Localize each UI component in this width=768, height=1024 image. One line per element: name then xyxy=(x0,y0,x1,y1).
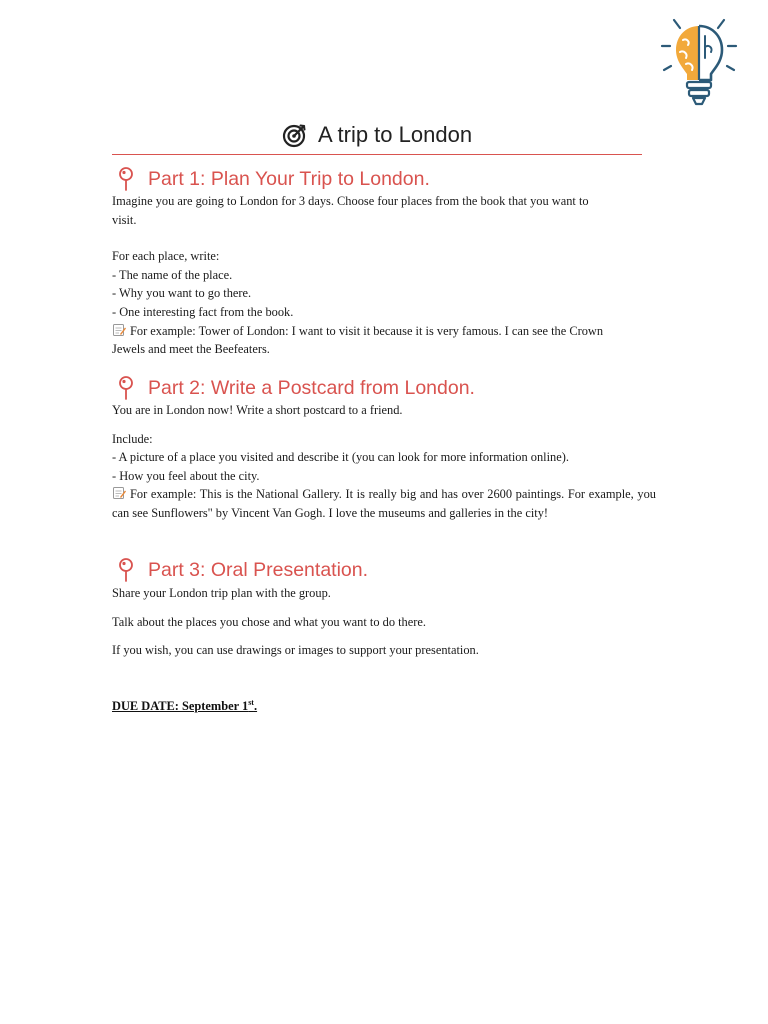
part2-example xyxy=(112,485,656,522)
title-divider xyxy=(112,154,642,155)
part1-example-line2: Jewels and meet the Beefeaters. xyxy=(112,342,270,357)
map-pin-icon xyxy=(116,166,136,192)
part3-heading-text: Part 3: Oral Presentation. xyxy=(148,558,369,581)
part1-heading xyxy=(116,165,430,193)
memo-icon xyxy=(112,486,126,500)
due-date-end: . xyxy=(253,699,258,714)
part1-body xyxy=(112,192,656,359)
part3-line: If you wish, you can use drawings or images to support your presentation. xyxy=(112,643,479,658)
part1-heading-text: Part 1: Plan Your Trip to London. xyxy=(148,167,430,190)
due-date-suffix: st xyxy=(248,698,254,707)
part1-intro-line2: visit. xyxy=(112,212,137,227)
part2-list-item: - A picture of a place you visited and describe it (you can look for more information online). xyxy=(112,450,569,465)
part2-body xyxy=(112,401,656,523)
part1-list-item: - Why you want to go there. xyxy=(112,286,252,301)
part1-list-item: - The name of the place. xyxy=(112,267,233,282)
map-pin-icon xyxy=(116,557,136,583)
title-text: A trip to London xyxy=(317,122,473,147)
part2-heading xyxy=(116,374,475,402)
map-pin-icon xyxy=(116,375,136,401)
part1-example xyxy=(112,322,656,341)
part2-intro: You are in London now! Write a short postcard to a friend. xyxy=(112,403,403,417)
lightbulb-brain-logo xyxy=(656,14,742,110)
part1-list-item: - One interesting fact from the book. xyxy=(112,304,294,319)
part3-heading xyxy=(116,556,368,584)
part1-intro-line1: Imagine you are going to London for 3 days. Choose four places from the book that you want to xyxy=(112,194,589,208)
due-date xyxy=(112,698,257,714)
memo-icon xyxy=(112,323,126,337)
target-icon xyxy=(282,122,308,148)
due-date-label: DUE DATE: September 1 xyxy=(112,699,249,714)
document-title xyxy=(112,118,642,152)
part2-list-item: - How you feel about the city. xyxy=(112,468,260,483)
part3-line: Share your London trip plan with the group. xyxy=(112,586,331,600)
part2-heading-text: Part 2: Write a Postcard from London. xyxy=(148,376,475,399)
part2-list-intro: Include: xyxy=(112,431,153,446)
part3-line: Talk about the places you chose and what you want to do there. xyxy=(112,614,426,629)
part1-example-line1: For example: Tower of London: I want to visit it because it is very famous. I can see the Crown xyxy=(130,323,604,338)
part3-body xyxy=(112,584,656,660)
part2-example-text: For example: This is the National Gallery. It is really big and has over 2600 paintings. For example, you can see Sunflowers" by Vincent Van Gogh. I love the museums and galleries in the city! xyxy=(112,487,656,520)
part1-list-intro: For each place, write: xyxy=(112,249,220,264)
